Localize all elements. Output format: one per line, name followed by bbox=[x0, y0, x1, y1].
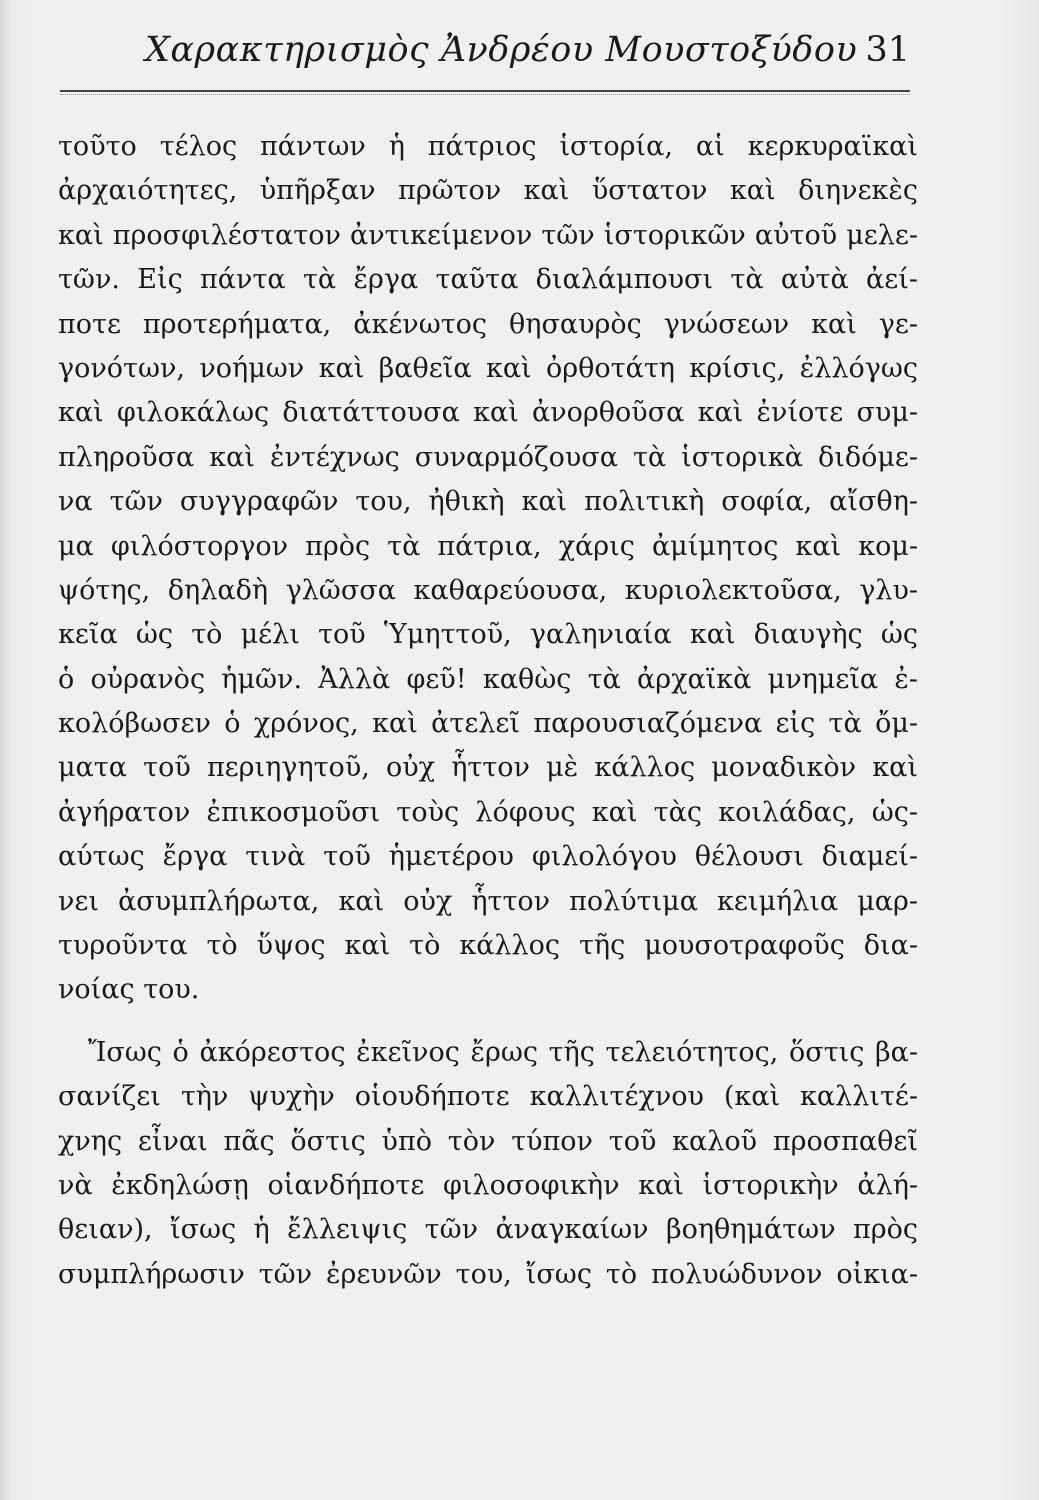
text-line: νὰ ἐκδηλώσῃ οἱανδήποτε φιλοσοφικὴν καὶ ἱστορικὴν ἀλή- bbox=[58, 1169, 918, 1201]
text-line: τοῦτο τέλος πάντων ἡ πάτριος ἱστορία, αἱ κερκυραϊκαὶ bbox=[58, 131, 918, 162]
text-line: χνης εἶναι πᾶς ὅστις ὑπὸ τὸν τύπον τοῦ καλοῦ προσπαθεῖ bbox=[58, 1125, 918, 1157]
text-line: ἀρχαιότητες, ὑπῆρξαν πρῶτον καὶ ὕστατον καὶ διηνεκὲς bbox=[58, 175, 918, 207]
text-line: συμπλήρωσιν τῶν ἐρευνῶν του, ἴσως τὸ πολυώδυνον οἰκια- bbox=[58, 1258, 918, 1290]
paragraph-2 bbox=[58, 1031, 918, 1297]
text-line: κεῖα ὡς τὸ μέλι τοῦ Ὑμηττοῦ, γαληνιαία καὶ διαυγὴς ὡς bbox=[58, 619, 918, 651]
text-line: ὁ οὐρανὸς ἡμῶν. Ἀλλὰ φεῦ! καθὼς τὰ ἀρχαϊκὰ μνημεῖα ἐ- bbox=[58, 663, 918, 695]
text-line: μα φιλόστοργον πρὸς τὰ πάτρια, χάρις ἀμίμητος καὶ κομ- bbox=[58, 530, 918, 562]
paragraph-1 bbox=[58, 125, 918, 1013]
body-text bbox=[58, 125, 918, 1297]
text-line: Ἴσως ὁ ἀκόρεστος ἐκεῖνος ἔρως τῆς τελειότητος, ὅστις βα- bbox=[88, 1036, 918, 1068]
text-line: τυροῦντα τὸ ὕψος καὶ τὸ κάλλος τῆς μουσοτραφοῦς δια- bbox=[58, 930, 918, 962]
text-line: ψότης, δηλαδὴ γλῶσσα καθαρεύουσα, κυριολεκτοῦσα, γλυ- bbox=[58, 574, 918, 606]
paragraph-gap bbox=[58, 1013, 918, 1031]
page-number: 31 bbox=[865, 30, 910, 70]
running-title: Χαρακτηρισμὸς Ἀνδρέου Μουστοξύδου bbox=[145, 30, 858, 70]
text-line: γονότων, νοήμων καὶ βαθεῖα καὶ ὀρθοτάτη κρίσις, ἐλλόγως bbox=[58, 352, 918, 384]
text-line: τῶν. Εἰς πάντα τὰ ἔργα ταῦτα διαλάμπουσι τὰ αὐτὰ ἀεί- bbox=[58, 264, 918, 296]
text-line: νοίας του. bbox=[58, 974, 200, 1006]
text-line: θειαν), ἴσως ἡ ἔλλειψις τῶν ἀναγκαίων βοηθημάτων πρὸς bbox=[58, 1214, 918, 1246]
header-rule bbox=[60, 90, 910, 92]
header-dotted-rule bbox=[60, 94, 910, 95]
text-line: σανίζει τὴν ψυχὴν οἱουδήποτε καλλιτέχνου (καὶ καλλιτέ- bbox=[58, 1081, 918, 1113]
text-line: καὶ προσφιλέστατον ἀντικείμενον τῶν ἱστορικῶν αὐτοῦ μελε- bbox=[58, 219, 918, 251]
text-line: ἀγήρατον ἐπικοσμοῦσι τοὺς λόφους καὶ τὰς κοιλάδας, ὡς- bbox=[58, 796, 918, 828]
text-line: πληροῦσα καὶ ἐντέχνως συναρμόζουσα τὰ ἱστορικὰ διδόμε- bbox=[58, 441, 918, 473]
text-line: ματα τοῦ περιηγητοῦ, οὐχ ἧττον μὲ κάλλος μοναδικὸν καὶ bbox=[58, 752, 918, 784]
text-line: αύτως ἔργα τινὰ τοῦ ἡμετέρου φιλολόγου θέλουσι διαμεί- bbox=[58, 841, 918, 873]
text-line: να τῶν συγγραφῶν του, ἠθικὴ καὶ πολιτικὴ σοφία, αἴσθη- bbox=[58, 486, 918, 518]
text-line: καὶ φιλοκάλως διατάττουσα καὶ ἀνορθοῦσα καὶ ἐνίοτε συμ- bbox=[58, 397, 918, 429]
page-header bbox=[60, 30, 910, 90]
text-line: ποτε προτερήματα, ἀκένωτος θησαυρὸς γνώσεων καὶ γε- bbox=[58, 308, 918, 340]
text-line: νει ἀσυμπλήρωτα, καὶ οὐχ ἧττον πολύτιμα κειμήλια μαρ- bbox=[58, 885, 918, 917]
text-line: κολόβωσεν ὁ χρόνος, καὶ ἀτελεῖ παρουσιαζόμενα εἰς τὰ ὄμ- bbox=[58, 708, 918, 740]
